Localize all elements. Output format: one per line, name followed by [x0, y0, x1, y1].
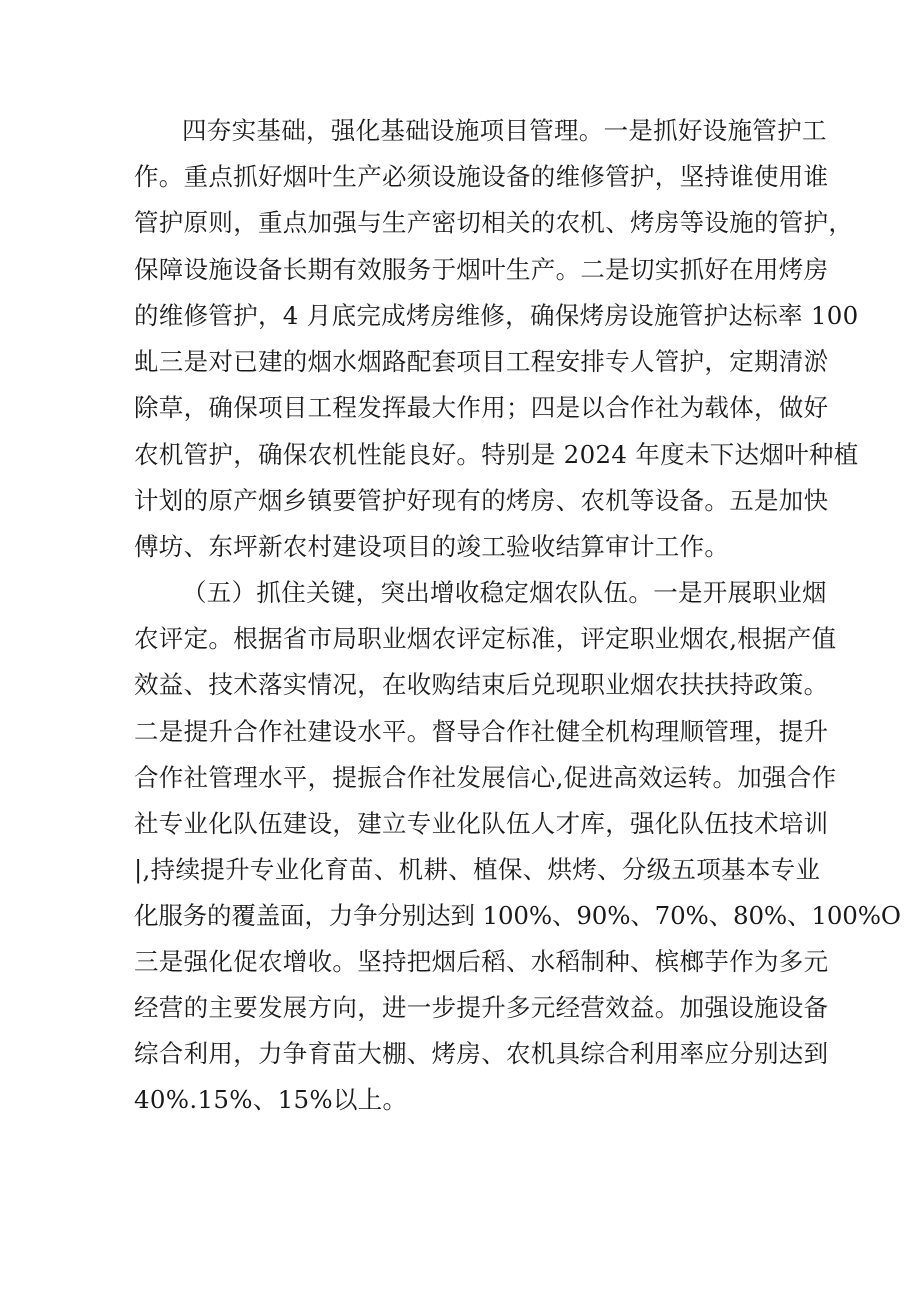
text-line: 农机管护，确保农机性能良好。特别是 2024 年度未下达烟叶种植	[134, 440, 859, 469]
text-line: 除草，确保项目工程发挥最大作用；四是以合作社为载体，做好	[134, 393, 829, 422]
text-line: 效益、技术落实情况，在收购结束后兑现职业烟农扶扶持政策。	[134, 670, 829, 699]
text-line: 40%.15%、15%以上。	[134, 1085, 408, 1114]
text-line: 农评定。根据省市局职业烟农评定标准，评定职业烟农,根据产值	[134, 624, 837, 653]
text-line: 综合利用，力争育苗大棚、烤房、农机具综合利用率应分别达到	[134, 1039, 829, 1068]
text-line: （五）抓住关键，突出增收稳定烟农队伍。一是开展职业烟	[182, 578, 827, 607]
text-line: 二是提升合作社建设水平。督导合作社健全机构理顺管理，提升	[134, 717, 829, 746]
text-line: 作。重点抓好烟叶生产必须设施设备的维修管护，坚持谁使用谁	[134, 162, 829, 191]
text-line: 合作社管理水平，提振合作社发展信心,促进高效运转。加强合作	[134, 763, 837, 792]
text-line: 计划的原产烟乡镇要管护好现有的烤房、农机等设备。五是加快	[134, 486, 829, 515]
text-line: 经营的主要发展方向，进一步提升多元经营效益。加强设施设备	[134, 993, 829, 1022]
text-line: 三是强化促农增收。坚持把烟后稻、水稻制种、槟榔芋作为多元	[134, 947, 829, 976]
text-line: 社专业化队伍建设，建立专业化队伍人才库，强化队伍技术培训	[134, 809, 829, 838]
text-line: 化服务的覆盖面，力争分别达到 100%、90%、70%、80%、100%O	[134, 901, 901, 930]
text-line: 保障设施设备长期有效服务于烟叶生产。二是切实抓好在用烤房	[134, 255, 829, 284]
text-line: 虬三是对已建的烟水烟路配套项目工程安排专人管护，定期清淤	[134, 347, 829, 376]
text-line: 管护原则，重点加强与生产密切相关的农机、烤房等设施的管护，	[134, 208, 854, 237]
text-line: 的维修管护，4 月底完成烤房维修，确保烤房设施管护达标率 100	[134, 301, 859, 330]
text-line: 四夯实基础，强化基础设施项目管理。一是抓好设施管护工	[182, 116, 827, 145]
text-line: 傅坊、东坪新农村建设项目的竣工验收结算审计工作。	[134, 532, 730, 561]
text-line: |,持续提升专业化育苗、机耕、植保、烘烤、分级五项基本专业	[134, 855, 821, 884]
